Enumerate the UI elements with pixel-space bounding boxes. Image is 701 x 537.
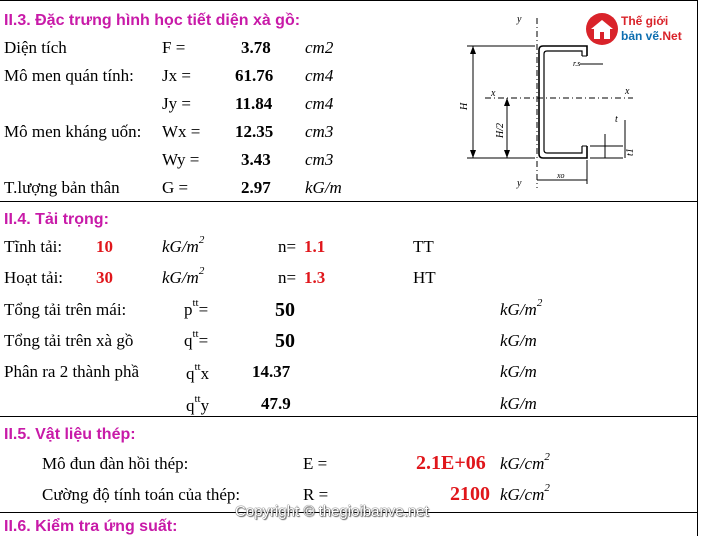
label-xo: xo — [557, 171, 565, 180]
g-unit: kG/m — [305, 178, 342, 197]
area-label: Diện tích — [4, 38, 67, 57]
live-load-n-value: 1.3 — [304, 268, 326, 287]
roof-load-value: 50 — [275, 299, 295, 321]
qx-value: 14.37 — [252, 362, 291, 381]
section-divider — [0, 416, 697, 417]
dead-load-unit: $kG/m^2$ — [162, 234, 205, 256]
qx-unit: kG/m — [500, 362, 537, 381]
roof-load-unit: $kG/m^2$ — [500, 297, 543, 319]
label-rs: r.s — [573, 59, 581, 68]
g-value: 2.97 — [241, 178, 271, 197]
copyright-watermark: Copyright © thegioibanve.net — [235, 503, 429, 520]
strength-symbol: R = — [303, 485, 329, 504]
live-load-n-label: n= — [278, 268, 297, 287]
logo-line2 — [621, 29, 682, 43]
jx-value: 61.76 — [235, 66, 274, 85]
qy-symbol: $q^{tt}y$ — [186, 393, 210, 415]
label-t1: t1 — [625, 148, 636, 156]
section-title-loads: II.4. Tải trọng: — [4, 211, 109, 228]
section-title-material: II.5. Vật liệu thép: — [4, 426, 136, 443]
dead-load-code: TT — [413, 237, 434, 256]
resistance-label: Mô men kháng uốn: — [4, 122, 142, 141]
live-load-unit: $kG/m^2$ — [162, 265, 205, 287]
wy-value: 3.43 — [241, 150, 271, 169]
dead-load-label: Tĩnh tải: — [4, 237, 63, 256]
qy-unit: kG/m — [500, 394, 537, 413]
modulus-unit: $kG/cm^2$ — [500, 451, 550, 473]
wy-unit: cm3 — [305, 150, 334, 169]
wx-unit: cm3 — [305, 122, 334, 141]
label-x-left: x — [491, 88, 496, 99]
inertia-label: Mô men quán tính: — [4, 66, 134, 85]
area-value: 3.78 — [241, 38, 271, 57]
wy-symbol: Wy = — [162, 150, 200, 169]
strength-value: 2100 — [450, 483, 490, 505]
section-title-geometry: II.3. Đặc trưng hình học tiết diện xà gồ: — [4, 12, 301, 29]
dead-load-value: 10 — [96, 237, 113, 256]
wx-symbol: Wx = — [162, 122, 201, 141]
modulus-value: 2.1E+06 — [416, 452, 486, 474]
right-border — [697, 0, 698, 536]
jy-symbol: Jy = — [162, 94, 191, 113]
area-unit: cm2 — [305, 38, 334, 57]
live-load-label: Hoạt tải: — [4, 268, 64, 287]
jy-value: 11.84 — [235, 94, 273, 113]
roof-load-symbol: $p^{tt}=$ — [184, 297, 209, 319]
logo-line2a: bản vẽ — [621, 29, 660, 43]
purlin-load-label: Tổng tải trên xà gồ — [4, 331, 134, 350]
qy-value: 47.9 — [261, 394, 291, 413]
area-symbol: F = — [162, 38, 186, 57]
dead-load-n-label: n= — [278, 237, 297, 256]
dead-load-n-value: 1.1 — [304, 237, 326, 256]
label-H2: H/2 — [495, 123, 506, 138]
modulus-label: Mô đun đàn hồi thép: — [42, 454, 189, 473]
roof-load-label: Tổng tải trên mái: — [4, 300, 127, 319]
logo — [585, 12, 695, 52]
label-y-bottom: y — [517, 178, 522, 189]
strength-unit: $kG/cm^2$ — [500, 482, 550, 504]
self-weight-label: T.lượng bản thân — [4, 178, 120, 197]
purlin-load-symbol: $q^{tt}=$ — [184, 328, 209, 350]
jy-unit: cm4 — [305, 94, 334, 113]
section-divider — [0, 201, 697, 202]
jx-symbol: Jx = — [162, 66, 191, 85]
label-H: H — [459, 102, 470, 110]
house-logo-icon — [585, 12, 619, 46]
logo-line1: Thế giới — [621, 14, 669, 28]
logo-line2b: .Net — [659, 29, 682, 43]
modulus-symbol: E = — [303, 454, 328, 473]
label-x-right: x — [625, 86, 630, 97]
g-symbol: G = — [162, 178, 189, 197]
section-title-stress-check: II.6. Kiểm tra ứng suất: — [4, 518, 178, 535]
live-load-code: HT — [413, 268, 436, 287]
label-t: t — [615, 114, 618, 125]
strength-label: Cường độ tính toán của thép: — [42, 485, 241, 504]
top-border — [0, 0, 697, 1]
live-load-value: 30 — [96, 268, 113, 287]
purlin-load-unit: kG/m — [500, 331, 537, 350]
label-y-top: y — [517, 14, 522, 25]
jx-unit: cm4 — [305, 66, 334, 85]
components-label: Phân ra 2 thành phầ — [4, 362, 140, 381]
wx-value: 12.35 — [235, 122, 274, 141]
purlin-load-value: 50 — [275, 330, 295, 352]
qx-symbol: $q^{tt}x$ — [186, 361, 210, 383]
